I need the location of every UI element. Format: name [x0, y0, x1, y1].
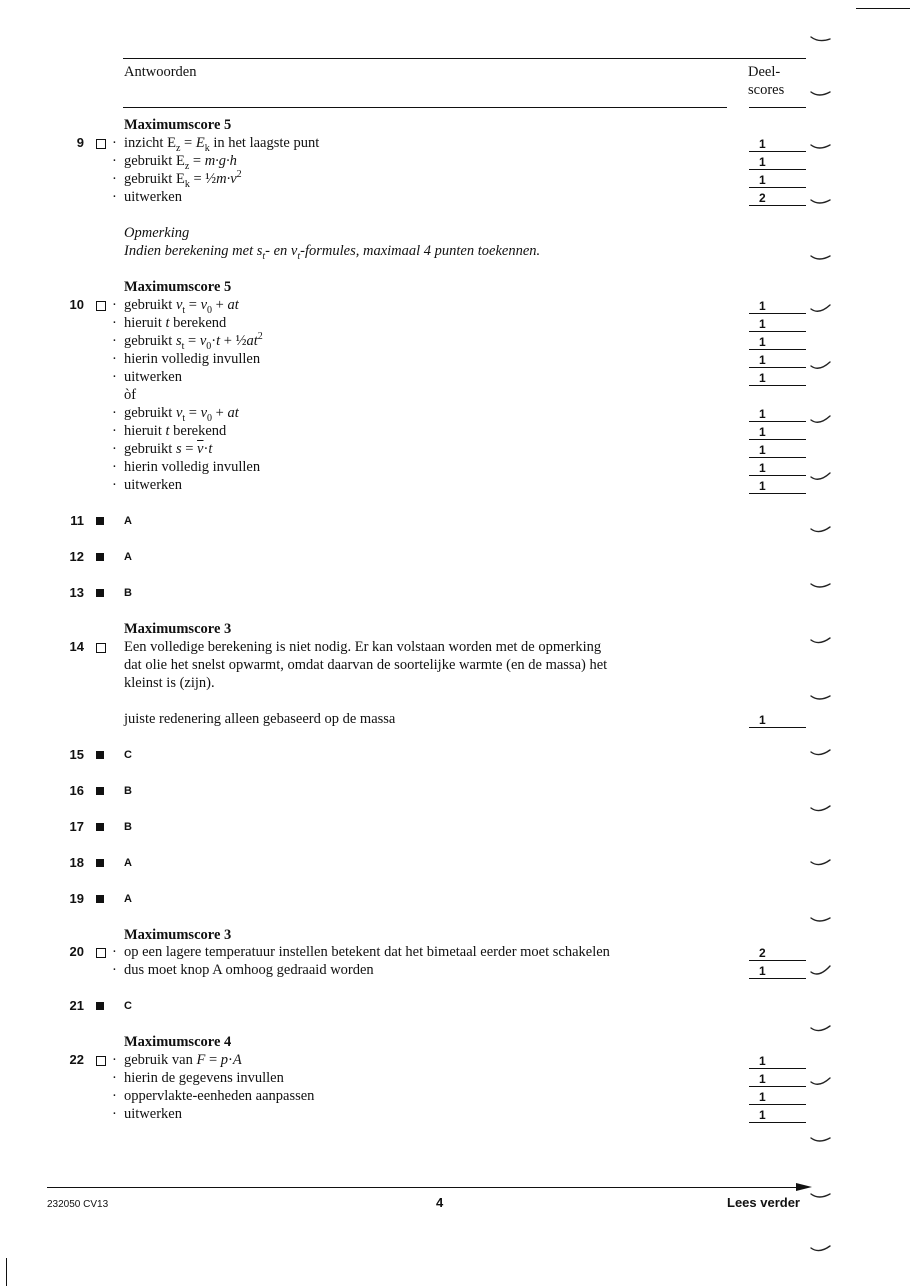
q9-score-1: 1: [749, 137, 806, 152]
q10-a-item-2: · hieruit t berekend: [112, 315, 227, 331]
check-mark: [811, 416, 830, 422]
q14-number: 14: [69, 639, 84, 654]
q22-item-3: · oppervlakte-eenheden aanpassen: [112, 1088, 315, 1104]
q10-a-score-4: 1: [749, 353, 806, 368]
q21-answer: C: [124, 1000, 132, 1012]
q10-a-score-5: 1: [749, 371, 806, 386]
q16-number: 16: [69, 783, 84, 798]
q20-item-2: · dus moet knop A omhoog gedraaid worden: [112, 962, 374, 978]
q19-answer: A: [124, 893, 132, 905]
check-mark: [811, 1078, 830, 1084]
check-mark: [811, 966, 830, 974]
q10-a-item-1: · gebruikt $v_t = v_0$ + at: [112, 297, 239, 316]
q22-number: 22: [69, 1052, 84, 1067]
q22-item-1: · gebruik van F = p·A: [112, 1052, 242, 1068]
q10-b-score-5: 1: [749, 479, 806, 494]
q21-number: 21: [69, 998, 84, 1013]
q22-score-1: 1: [749, 1054, 806, 1069]
q10-b-item-2: · hieruit t berekend: [112, 423, 227, 439]
check-mark: [811, 92, 830, 95]
q20-number: 20: [69, 944, 84, 959]
q9-item-3: · gebruikt $E_k$ = $\frac{1}{2}m\cdot v^2$: [112, 169, 242, 190]
q14-partial: juiste redenering alleen gebaseerd op de massa: [124, 711, 396, 727]
check-mark: [811, 918, 830, 921]
q11-number: 11: [70, 513, 84, 528]
check-mark: [811, 806, 830, 811]
q12-answer: A: [124, 551, 132, 563]
check-mark: [811, 1194, 830, 1197]
q11-answer: A: [124, 515, 132, 527]
q9-score-4: 2: [749, 191, 806, 206]
q10-a-item-3: · gebruikt $s_t = v_0\cdot t$ + $\frac{1}{2}at^2$: [112, 331, 263, 352]
q9-score-2: 1: [749, 155, 806, 170]
check-mark: [811, 145, 830, 148]
footer-rule: [47, 1187, 807, 1188]
check-mark: [811, 1246, 830, 1251]
q16-answer: B: [124, 785, 132, 797]
q20-heading: Maximumscore 3: [124, 927, 232, 943]
q13-answer: B: [124, 587, 132, 599]
header-scores-1: Deel-: [748, 64, 781, 80]
q9-item-4: · uitwerken: [112, 189, 182, 205]
q14-heading: Maximumscore 3: [124, 621, 232, 637]
arrow-right-icon: [796, 1181, 816, 1193]
check-mark: [811, 362, 830, 368]
q9-item-1: · inzicht $E_z = E_k$ in het laagste punt: [112, 135, 320, 154]
header-scores-2: scores: [748, 82, 785, 98]
q10-or-label: òf: [124, 387, 137, 403]
footer-page-number: 4: [436, 1195, 444, 1210]
check-mark: [811, 638, 830, 643]
q20-score-2: 1: [749, 964, 806, 979]
q14-line-2: dat olie het snelst opwarmt, omdat daarvan de soortelijke warmte (en de massa) het: [124, 657, 608, 673]
q14-line-3: kleinst is (zijn).: [124, 675, 215, 691]
q14-score: 1: [749, 713, 806, 728]
q17-answer: B: [124, 821, 132, 833]
header-answers: Antwoorden: [124, 64, 197, 80]
q15-number: 15: [69, 747, 84, 762]
q22-item-4: · uitwerken: [112, 1106, 182, 1122]
check-mark: [811, 860, 830, 865]
q9-heading: Maximumscore 5: [124, 117, 232, 133]
q10-b-item-3: · gebruikt $s = \overline{v}\cdot t$: [112, 441, 213, 457]
check-mark: [811, 750, 830, 755]
q9-score-3: 1: [749, 173, 806, 188]
q10-b-score-2: 1: [749, 425, 806, 440]
q22-score-4: 1: [749, 1108, 806, 1123]
scan-edge-line: [6, 1258, 7, 1286]
check-mark: [811, 696, 830, 699]
q10-a-score-3: 1: [749, 335, 806, 350]
q20-item-1: · op een lagere temperatuur instellen betekent dat het bimetaal eerder moet schakelen: [112, 944, 610, 960]
q10-a-item-4: · hierin volledig invullen: [112, 351, 261, 367]
q18-answer: A: [124, 857, 132, 869]
q22-score-2: 1: [749, 1072, 806, 1087]
check-mark: [811, 200, 830, 203]
q9-number: 9: [76, 135, 84, 150]
q10-b-score-3: 1: [749, 443, 806, 458]
q9-remark-text: Indien berekening met $s_t-$ en $v_t$-formules, maximaal 4 punten toekennen.: [124, 243, 541, 262]
q10-number: 10: [69, 297, 84, 312]
check-mark: [811, 1138, 830, 1141]
q9-remark-title: Opmerking: [124, 225, 190, 241]
q13-number: 13: [69, 585, 84, 600]
footer-code: 232050 CV13: [47, 1199, 109, 1210]
q10-b-item-5: · uitwerken: [112, 477, 182, 493]
check-mark: [811, 305, 830, 311]
q10-b-item-1: · gebruikt $v_t = v_0$ + at: [112, 405, 239, 424]
check-mark: [811, 527, 830, 532]
q10-b-score-1: 1: [749, 407, 806, 422]
q18-number: 18: [69, 855, 84, 870]
check-mark: [811, 584, 830, 587]
check-mark: [811, 256, 830, 259]
q10-heading: Maximumscore 5: [124, 279, 232, 295]
q22-item-2: · hierin de gegevens invullen: [112, 1070, 284, 1086]
check-mark: [811, 37, 830, 41]
q10-b-score-4: 1: [749, 461, 806, 476]
q12-number: 12: [69, 549, 84, 564]
q10-a-score-1: 1: [749, 299, 806, 314]
check-mark: [811, 1026, 830, 1031]
q15-answer: C: [124, 749, 132, 761]
q19-number: 19: [69, 891, 84, 906]
q10-a-score-2: 1: [749, 317, 806, 332]
q22-score-3: 1: [749, 1090, 806, 1105]
footer-next: Lees verder: [727, 1195, 800, 1210]
q14-line-1: Een volledige berekening is niet nodig. Er kan volstaan worden met de opmerking: [124, 639, 602, 655]
q22-heading: Maximumscore 4: [124, 1034, 232, 1050]
check-mark: [811, 473, 830, 479]
q20-score-1: 2: [749, 946, 806, 961]
q10-a-item-5: · uitwerken: [112, 369, 182, 385]
q9-item-2: · gebruikt $E_z = m\cdot g\cdot h$: [112, 153, 237, 172]
q17-number: 17: [69, 819, 84, 834]
q10-b-item-4: · hierin volledig invullen: [112, 459, 261, 475]
